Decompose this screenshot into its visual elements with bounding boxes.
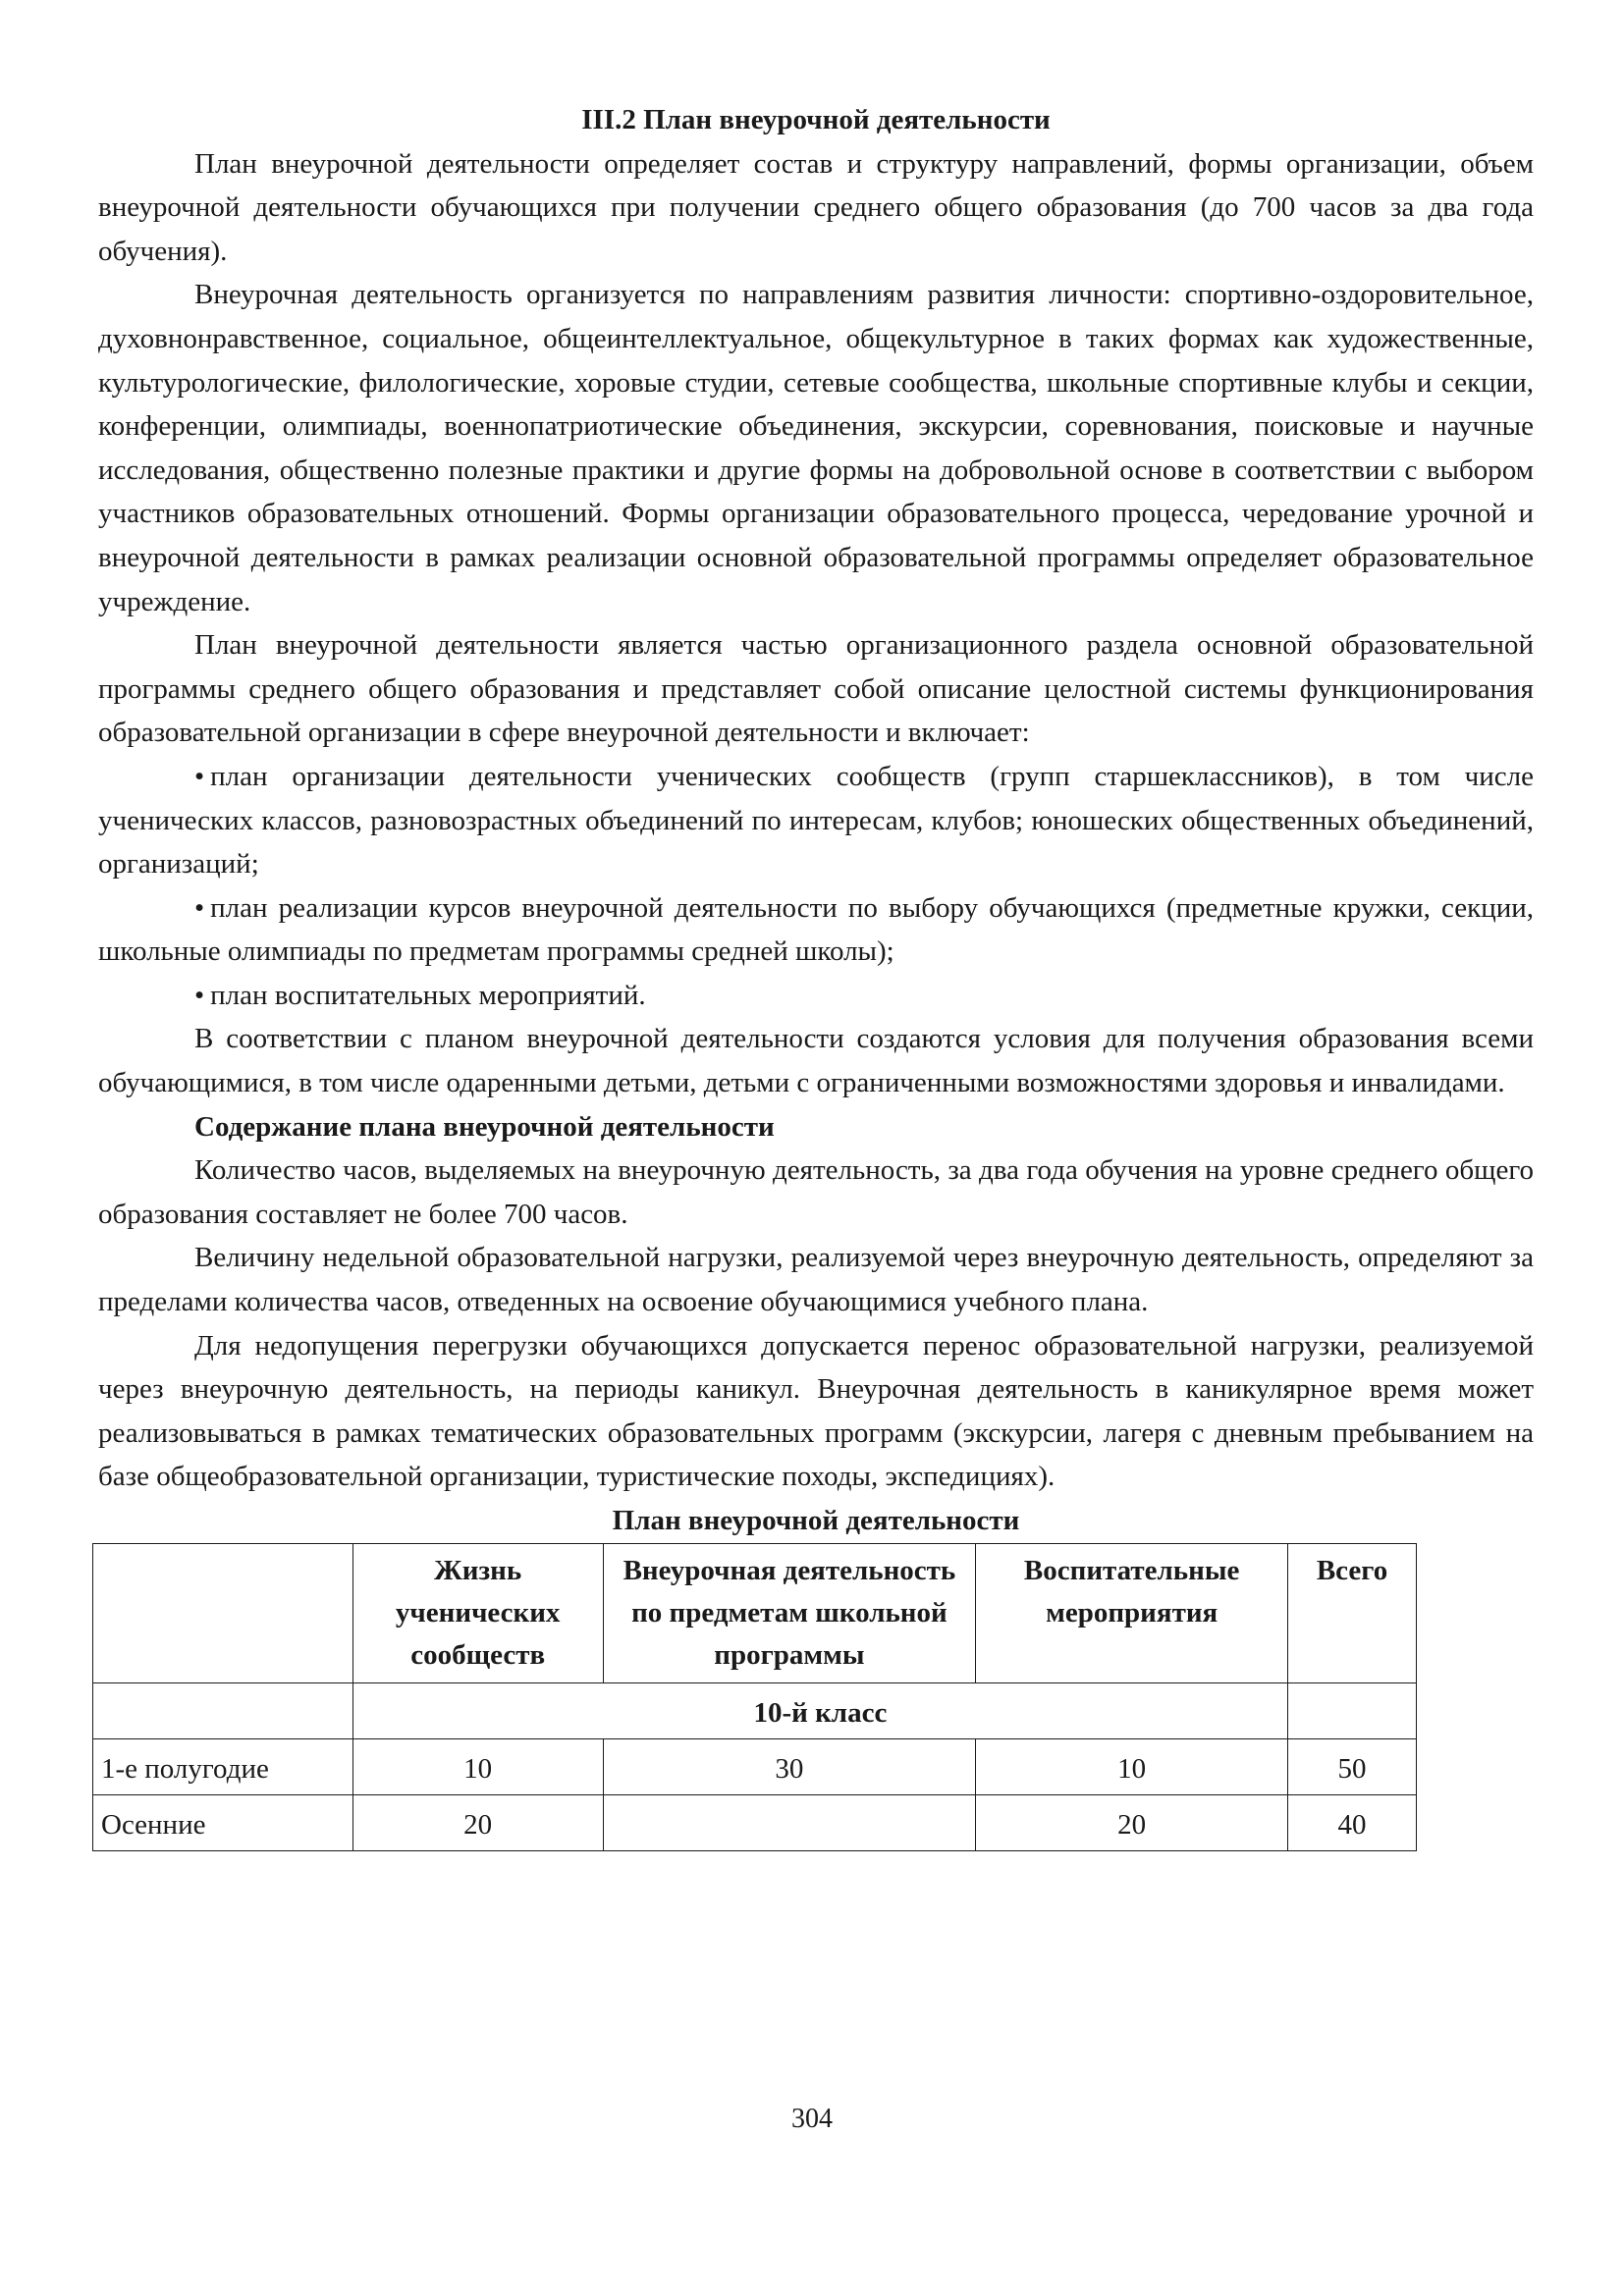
header-cell-educational-events: Воспитательные мероприятия: [976, 1543, 1288, 1682]
bullet-item-1: [98, 755, 1534, 886]
bullet-icon: •: [194, 891, 205, 924]
paragraph-7: Для недопущения перегрузки обучающихся допускается перенос образовательной нагрузки, реализуемой через внеурочную деятельность, на периоды каникул. Внеурочная деятельность в каникулярное время может реализовываться в рамках тематических образовательных программ (экскурсии, лагеря с дневным пребыванием на базе общеобразовательной организации, туристические походы, экспедициях).: [98, 1329, 1534, 1493]
grade-row-label-cell: [93, 1682, 353, 1738]
table-row: [93, 1794, 1417, 1850]
paragraph-1: План внеурочной деятельности определяет состав и структуру направлений, формы организации, объем внеурочной деятельности обучающихся при получении среднего общего образования (до 700 часов за два года обучения).: [98, 147, 1534, 267]
table-grade-row: [93, 1682, 1417, 1738]
bullet-item-2: [98, 886, 1534, 974]
header-cell-empty: [93, 1543, 353, 1682]
row-label-cell: Осенние: [93, 1794, 353, 1850]
row-cell-events: 10: [976, 1738, 1288, 1794]
document-page: [98, 98, 1534, 1851]
row-cell-total: 50: [1288, 1738, 1417, 1794]
header-cell-total: Всего: [1288, 1543, 1417, 1682]
table-caption: План внеурочной деятельности: [612, 1505, 1020, 1536]
bullet-icon: •: [194, 979, 205, 1011]
table-row: [93, 1738, 1417, 1794]
row-cell-subjects: 30: [603, 1738, 976, 1794]
bullet-text-3: план воспитательных мероприятий.: [210, 979, 646, 1011]
paragraph-2: Внеурочная деятельность организуется по направлениям развития личности: спортивно-оздоровительное, духовнонравственное, социальное, общеинтеллектуальное, общекультурное в таких формах как художественные, культурологические, филологические, хоровые студии, сетевые сообщества, школьные спортивные клубы и секции, конференции, олимпиады, военнопатриотические объединения, экскурсии, соревнования, поисковые и научные исследования, общественно полезные практики и другие формы на добровольной основе в соответствии с выбором участников образовательных отношений. Формы организации образовательного процесса, чередование урочной и внеурочной деятельности в рамках реализации основной образовательной программы определяет образовательное учреждение.: [98, 279, 1534, 617]
table-header-row: [93, 1543, 1417, 1682]
subsection-heading: Содержание плана внеурочной деятельности: [194, 1110, 775, 1143]
page-number: 304: [791, 2104, 833, 2134]
paragraph-5: Количество часов, выделяемых на внеурочную деятельность, за два года обучения на уровне среднего общего образования составляет не более 700 часов.: [98, 1154, 1534, 1230]
row-cell-subjects: [603, 1794, 976, 1850]
row-cell-total: 40: [1288, 1794, 1417, 1850]
activity-plan-table: [92, 1543, 1417, 1851]
row-cell-communities: 20: [352, 1794, 603, 1850]
paragraph-4: В соответствии с планом внеурочной деятельности создаются условия для получения образования всеми обучающимися, в том числе одаренными детьми, детьми с ограниченными возможностями здоровья и инвалидами.: [98, 1023, 1534, 1099]
header-cell-student-communities: Жизнь ученических сообществ: [352, 1543, 603, 1682]
bullet-icon: •: [194, 760, 205, 792]
row-cell-communities: 10: [352, 1738, 603, 1794]
row-label-cell: 1-е полугодие: [93, 1738, 353, 1794]
header-cell-subject-activities: Внеурочная деятельность по предметам школьной программы: [603, 1543, 976, 1682]
paragraph-3: План внеурочной деятельности является частью организационного раздела основной образовательной программы среднего общего образования и представляет собой описание целостной системы функционирования образовательной организации в сфере внеурочной деятельности и включает:: [98, 629, 1534, 749]
grade-label-cell: 10-й класс: [352, 1682, 1287, 1738]
row-cell-events: 20: [976, 1794, 1288, 1850]
section-heading: III.2 План внеурочной деятельности: [581, 104, 1051, 135]
grade-row-total-cell: [1288, 1682, 1417, 1738]
bullet-item-3: [98, 974, 1534, 1018]
paragraph-6: Величину недельной образовательной нагрузки, реализуемой через внеурочную деятельность, определяют за пределами количества часов, отведенных на освоение обучающимися учебного плана.: [98, 1242, 1534, 1318]
bullet-text-2: план реализации курсов внеурочной деятельности по выбору обучающихся (предметные кружки, секции, школьные олимпиады по предметам программы средней школы);: [98, 891, 1534, 968]
bullet-text-1: план организации деятельности ученических сообществ (групп старшеклассников), в том числе ученических классов, разновозрастных объединений по интересам, клубов; юношеских общественных объединений, организаций;: [98, 760, 1534, 881]
